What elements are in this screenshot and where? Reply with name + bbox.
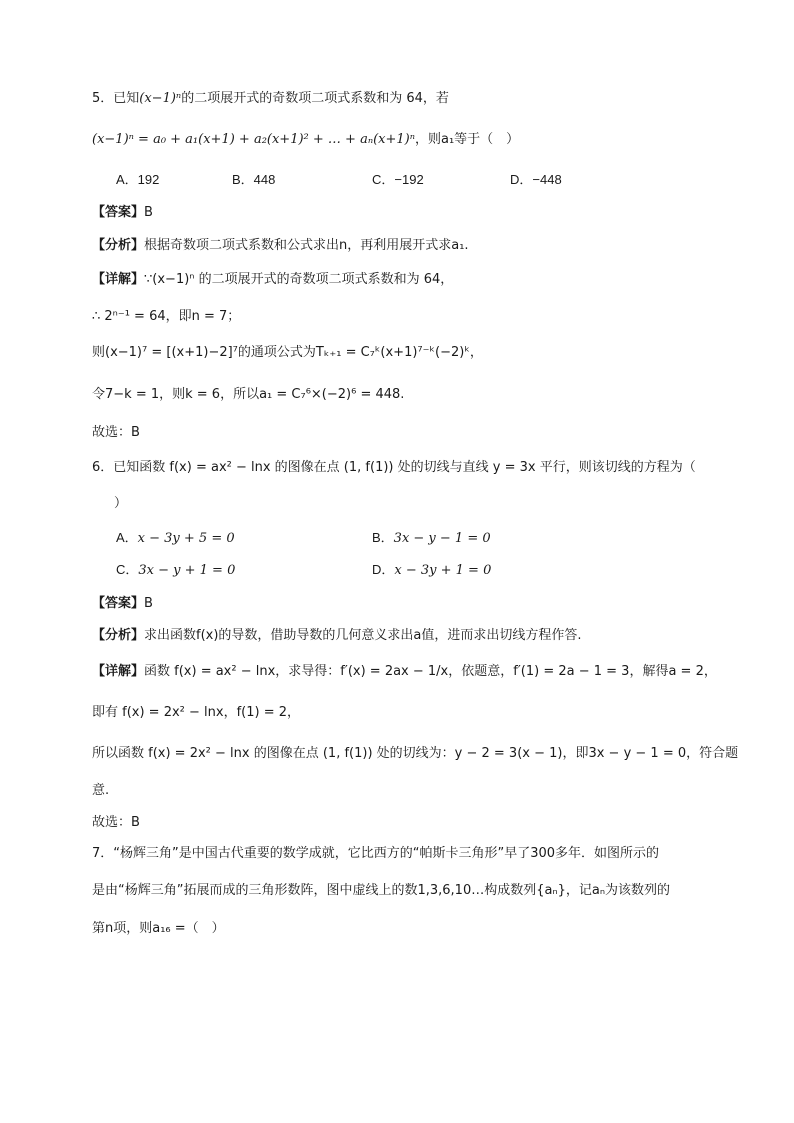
q6-option-a [116,529,235,548]
q6-conclusion [92,814,140,832]
q7-stem-3 [92,920,225,938]
analysis-text: 求出函数f(x)的导数，借助导数的几何意义求出a值，进而求出切线方程作答. [144,628,582,643]
analysis-tag: 【分析】 [92,628,145,643]
q6-option-b [372,529,491,548]
detail-text: 意. [92,783,110,798]
q5-expansion [92,131,519,149]
option-value: 192 [137,172,160,187]
q5-detail-4 [92,386,404,404]
q5-detail-1 [92,271,453,289]
option-value: 3x − y + 1 = 0 [138,563,236,578]
q7-stem-2 [92,882,670,900]
option-label: D． [372,562,395,577]
option-label: B． [372,530,394,545]
answer-tag: 【答案】 [92,205,145,220]
detail-text: ∴ 2ⁿ⁻¹ = 64，即n = 7； [92,309,241,324]
option-value: 448 [253,172,276,187]
option-label: D． [510,172,533,187]
q6-stem [92,459,696,477]
conclusion-text: 故选：B [92,425,140,440]
q7-stem-1 [92,845,659,863]
q6-option-c [116,561,235,580]
q7-text: 是由“杨辉三角”拓展而成的三角形数阵，图中虚线上的数1,3,6,10…构成数列{aₙ}，记aₙ为该数列的 [92,883,671,898]
q6-stem-end [114,495,127,513]
detail-text: 函数 f(x) = ax² − lnx，求导得：f′(x) = 2ax − 1/x，依题意，f′(1) = 2a − 1 = 3，解得a = 2， [144,664,717,679]
q5-expansion-math: (x−1)ⁿ = a₀ + a₁(x+1) + a₂(x+1)² + … + aₙ(x+1)ⁿ [92,132,415,147]
detail-tag: 【详解】 [92,272,145,287]
q7-text: 7．“杨辉三角”是中国古代重要的数学成就，它比西方的“帕斯卡三角形”早了300多年．如图所示的 [92,846,660,861]
q5-analysis [92,237,469,255]
q6-detail-1 [92,663,717,681]
q6-analysis [92,627,582,645]
answer-value: B [144,205,153,220]
q5-stem-suffix: 的二项展开式的奇数项二项式系数和为 64，若 [181,91,449,106]
analysis-tag: 【分析】 [92,238,145,253]
option-label: C． [372,172,395,187]
option-value: x − 3y + 5 = 0 [137,531,235,546]
q5-expansion-suffix: ，则a₁等于（ ） [415,132,520,147]
q5-detail-2 [92,308,240,326]
q5-detail-3 [92,344,483,362]
detail-text: ∵(x−1)ⁿ 的二项展开式的奇数项二项式系数和为 64， [144,272,454,287]
conclusion-text: 故选：B [92,815,140,830]
q5-option-d [510,171,562,189]
q6-stem-paren: ） [114,496,128,511]
option-label: A． [116,172,138,187]
q5-stem [92,90,449,108]
option-label: A． [116,530,138,545]
option-value: −448 [532,172,562,187]
detail-tag: 【详解】 [92,664,145,679]
option-label: B． [232,172,254,187]
q5-stem-prefix: 5．已知 [92,91,140,106]
analysis-text: 根据奇数项二项式系数和公式求出n，再利用展开式求a₁. [144,238,469,253]
option-value: x − 3y + 1 = 0 [394,563,492,578]
q6-detail-4 [92,782,109,800]
detail-text: 即有 f(x) = 2x² − lnx，f(1) = 2， [92,705,301,720]
answer-tag: 【答案】 [92,596,145,611]
answer-value: B [144,596,153,611]
q6-detail-3 [92,745,738,763]
option-value: −192 [394,172,424,187]
q6-option-d [372,561,491,580]
detail-text: 所以函数 f(x) = 2x² − lnx 的图像在点 (1, f(1)) 处的切线为：y − 2 = 3(x − 1)，即3x − y − 1 = 0，符合题 [92,746,739,761]
q5-option-b [232,171,275,189]
detail-text: 则(x−1)⁷ = [(x+1)−2]⁷的通项公式为Tₖ₊₁ = C₇ᵏ(x+1)⁷⁻ᵏ(−2)ᵏ， [92,345,483,360]
q7-text: 第n项，则a₁₆ =（ ） [92,921,225,936]
q6-detail-2 [92,704,300,722]
q5-conclusion [92,424,140,442]
q5-option-a [116,171,159,189]
q5-stem-math: (x−1)ⁿ [139,91,182,106]
detail-text: 令7−k = 1，则k = 6，所以a₁ = C₇⁶×(−2)⁶ = 448. [92,387,405,402]
option-label: C． [116,562,139,577]
q5-answer [92,204,153,222]
q6-stem-text: 6．已知函数 f(x) = ax² − lnx 的图像在点 (1, f(1)) 处的切线与直线 y = 3x 平行，则该切线的方程为（ [92,460,696,475]
q5-option-c [372,171,424,189]
q6-answer [92,595,153,613]
option-value: 3x − y − 1 = 0 [393,531,491,546]
